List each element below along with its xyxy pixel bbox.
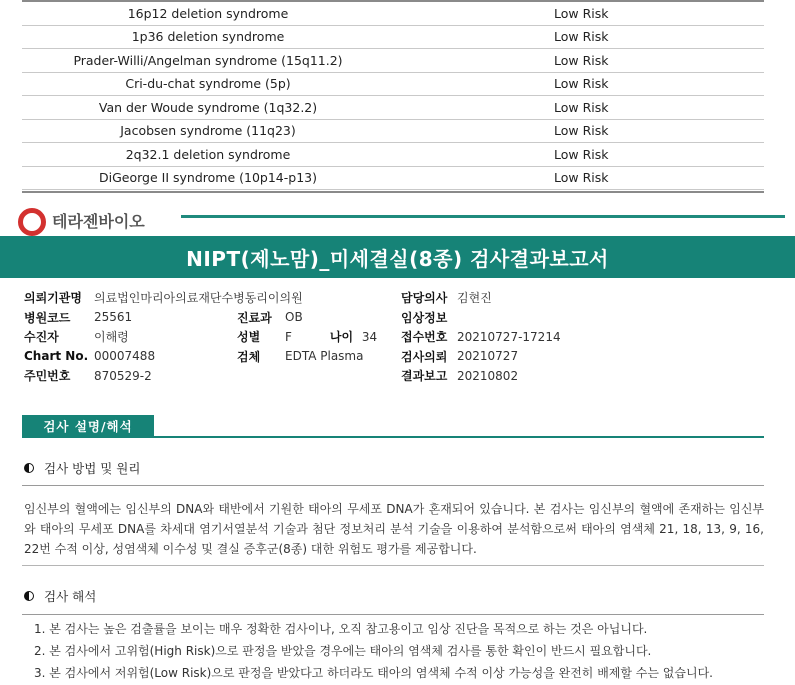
table-row <box>22 73 764 97</box>
resident-no-label: 주민번호 <box>24 369 71 384</box>
half-circle-icon <box>24 463 34 473</box>
specimen-label: 검체 <box>237 349 261 364</box>
table-bottom-rule <box>22 191 764 193</box>
page-header-logo <box>18 206 785 231</box>
risk-value: Low Risk <box>554 5 609 21</box>
request-date-value: 20210727 <box>457 349 519 364</box>
interpretation-heading-text: 검사 해석 <box>44 589 97 604</box>
syndrome-name: Cri-du-chat syndrome (5p) <box>125 76 291 92</box>
table-row <box>22 49 764 73</box>
report-date-value: 20210802 <box>457 368 519 383</box>
syndrome-name: DiGeorge II syndrome (10p14-p13) <box>99 170 317 186</box>
sex-value: F <box>285 329 292 344</box>
report-title: NIPT(제노맘)_미세결실(8종) 검사결과보고서 <box>186 246 609 271</box>
institution-value: 의료법인마리아의료재단수병동리이의원 <box>94 291 303 306</box>
department-label: 진료과 <box>237 310 272 325</box>
syndrome-name: Prader-Willi/Angelman syndrome (15q11.2) <box>73 52 343 68</box>
table-row <box>22 167 764 191</box>
resident-no-value: 870529-2 <box>94 368 152 383</box>
syndrome-name: Jacobsen syndrome (11q23) <box>120 123 296 139</box>
section-rule <box>22 436 764 438</box>
sex-label: 성별 <box>237 330 261 345</box>
receipt-no-label: 접수번호 <box>401 330 448 345</box>
report-date-label: 결과보고 <box>401 369 448 384</box>
recipient-label: 수진자 <box>24 330 59 345</box>
risk-value: Low Risk <box>554 52 609 68</box>
institution-label: 의뢰기관명 <box>24 291 82 306</box>
age-label: 나이 <box>329 330 354 345</box>
syndrome-name: 2q32.1 deletion syndrome <box>125 146 291 162</box>
results-table <box>22 0 764 193</box>
chart-no-value: 00007488 <box>94 349 156 364</box>
doctor-label: 담당의사 <box>401 291 448 306</box>
report-title-bar <box>0 236 795 278</box>
syndrome-name: Van der Woude syndrome (1q32.2) <box>98 99 318 115</box>
risk-value: Low Risk <box>554 170 609 186</box>
list-item: 1. 본 검사는 높은 검출률을 보이는 매우 정확한 검사이나, 오직 참고용이고 임상 진단을 목적으로 하는 것은 아닙니다. <box>34 621 648 636</box>
patient-info-col-2 <box>237 288 377 366</box>
list-item: 3. 본 검사에서 저위험(Low Risk)으로 판정을 받았다고 하더라도 태아의 염색체 수적 이상 가능성을 완전히 배제할 수는 없습니다. <box>34 665 713 680</box>
method-paragraph: 임신부의 혈액에는 임신부의 DNA와 태반에서 기원한 태아의 무세포 DNA가 혼재되어 있습니다. 본 검사는 임신부의 혈액에 존재하는 임신부와 태아의 무세포 DNA를 차세대 염기서열분석 기술과 첨단 정보처리 분석 기술을 이용하여 분석함으로써 태아의 염색체 21, 18, 13, 9, 16, 22번 수적 이상, 성염색체 이수성 및 결실 증후군(8종) 대한 위험도 평가를 제공합니다. <box>24 502 764 556</box>
interpretation-heading <box>24 587 96 605</box>
table-row <box>22 120 764 144</box>
age-value: 34 <box>361 329 378 344</box>
chart-no-label: Chart No. <box>24 349 89 364</box>
syndrome-name: 1p36 deletion syndrome <box>131 29 285 45</box>
table-row <box>22 96 764 120</box>
risk-value: Low Risk <box>554 29 609 45</box>
syndrome-name: 16p12 deletion syndrome <box>127 5 289 21</box>
receipt-no-value: 20210727-17214 <box>457 329 561 344</box>
table-row <box>22 26 764 50</box>
risk-value: Low Risk <box>554 123 609 139</box>
department-value: OB <box>285 310 303 325</box>
recipient-value: 이해령 <box>94 330 129 345</box>
list-item: 2. 본 검사에서 고위험(High Risk)으로 판정을 받았을 경우에는 태아의 염색체 검사를 통한 확인이 반드시 필요합니다. <box>34 643 652 658</box>
patient-info-col-3 <box>401 288 561 386</box>
risk-value: Low Risk <box>554 76 609 92</box>
interpretation-list <box>34 617 774 683</box>
section-tab-label: 검사 설명/해석 <box>43 419 133 434</box>
specimen-value: EDTA Plasma <box>285 349 364 364</box>
risk-value: Low Risk <box>554 99 609 115</box>
table-row <box>22 143 764 167</box>
method-heading-text: 검사 방법 및 원리 <box>44 461 141 476</box>
section-tab-description <box>22 415 154 437</box>
logo-text: 테라젠바이오 <box>52 212 145 231</box>
risk-value: Low Risk <box>554 146 609 162</box>
logo-icon <box>18 208 46 236</box>
request-date-label: 검사의뢰 <box>401 349 448 364</box>
interpretation-heading-rule <box>22 614 764 615</box>
half-circle-icon <box>24 591 34 601</box>
method-paragraph-rule <box>22 565 764 566</box>
doctor-value: 김현진 <box>457 291 492 306</box>
hospital-code-label: 병원코드 <box>24 310 71 325</box>
method-heading-rule <box>22 485 764 486</box>
method-heading <box>24 459 140 477</box>
table-row <box>22 2 764 26</box>
hospital-code-value: 25561 <box>94 310 133 325</box>
header-rule <box>181 215 785 218</box>
clinical-info-label: 임상정보 <box>401 310 448 325</box>
